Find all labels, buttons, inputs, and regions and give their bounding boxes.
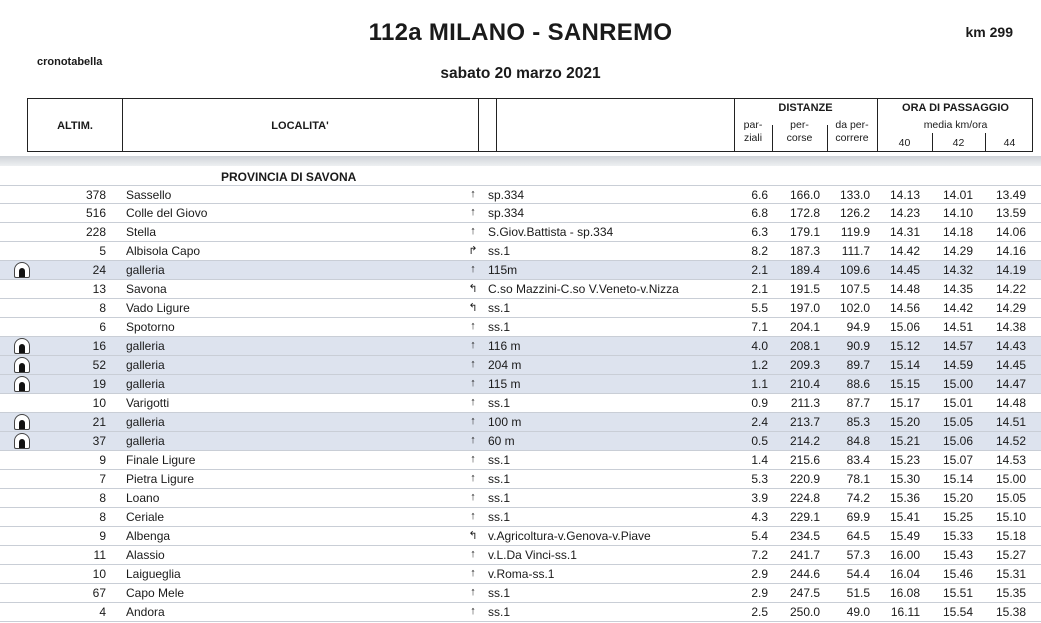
altitude: 378	[85, 188, 106, 202]
altitude: 4	[99, 605, 106, 619]
table-row	[0, 318, 1041, 337]
table-row	[0, 185, 1041, 204]
table-row	[0, 489, 1041, 508]
header-shadow	[0, 156, 1041, 166]
time-44: 14.06	[995, 225, 1026, 239]
covered-km: 209.3	[789, 358, 820, 372]
table-row	[0, 394, 1041, 413]
altitude: 6	[99, 320, 106, 334]
partial-km: 4.0	[751, 339, 768, 353]
covered-km: 211.3	[790, 396, 820, 410]
locality: Capo Mele	[126, 586, 185, 600]
table-row	[0, 603, 1041, 622]
direction-arrow: ↑	[470, 320, 476, 332]
partial-km: 5.5	[751, 301, 768, 315]
time-42: 15.25	[942, 510, 973, 524]
covered-km: 204.1	[789, 320, 820, 334]
time-42: 14.01	[942, 188, 973, 202]
table-row	[0, 508, 1041, 527]
locality: Albenga	[126, 529, 171, 543]
partial-km: 0.9	[751, 396, 768, 410]
partial-km: 2.9	[751, 586, 768, 600]
route-note: sp.334	[488, 206, 525, 220]
col-speed-42: 42	[952, 137, 965, 149]
time-44: 15.38	[995, 605, 1026, 619]
partial-km: 1.1	[751, 377, 768, 391]
time-40: 14.13	[889, 188, 920, 202]
time-42: 14.35	[942, 282, 973, 296]
race-date: sabato 20 marzo 2021	[440, 65, 601, 82]
route-note: ss.1	[488, 396, 511, 410]
locality: Vado Ligure	[126, 301, 190, 315]
route-note: 115 m	[488, 377, 521, 391]
tunnel-icon	[14, 338, 30, 354]
col-dapercorrere-2: correre	[835, 132, 869, 144]
direction-arrow: ↑	[470, 339, 476, 351]
locality: galleria	[126, 377, 165, 391]
time-44: 13.59	[995, 206, 1026, 220]
direction-arrow: ↑	[470, 548, 476, 560]
partial-km: 2.5	[751, 605, 768, 619]
route-note: v.Agricoltura-v.Genova-v.Piave	[488, 529, 651, 543]
locality: Ceriale	[126, 510, 165, 524]
time-42: 15.14	[942, 472, 973, 486]
locality: galleria	[126, 434, 165, 448]
altitude: 67	[92, 586, 106, 600]
altitude: 13	[92, 282, 106, 296]
table-row	[0, 299, 1041, 318]
col-parziali-2: ziali	[743, 132, 763, 144]
time-42: 14.57	[942, 339, 973, 353]
altitude: 11	[93, 548, 106, 562]
time-44: 15.31	[995, 567, 1026, 581]
table-row	[0, 546, 1041, 565]
total-distance: km 299	[965, 24, 1013, 40]
table-row	[0, 565, 1041, 584]
table-row	[0, 584, 1041, 603]
time-44: 14.22	[995, 282, 1026, 296]
time-42: 15.54	[942, 605, 973, 619]
time-44: 15.27	[995, 548, 1026, 562]
route-note: ss.1	[488, 244, 511, 258]
remaining-km: 102.0	[839, 301, 870, 315]
time-42: 15.43	[942, 548, 973, 562]
locality: Colle del Giovo	[126, 206, 208, 220]
time-44: 15.10	[995, 510, 1026, 524]
time-44: 14.51	[995, 415, 1026, 429]
time-40: 15.14	[889, 358, 920, 372]
locality: Sassello	[126, 188, 172, 202]
direction-arrow: ↑	[470, 415, 476, 427]
route-note: ss.1	[488, 491, 511, 505]
tunnel-icon	[14, 357, 30, 373]
route-note: 60 m	[488, 434, 515, 448]
direction-arrow: ↑	[470, 377, 476, 389]
table-row	[0, 242, 1041, 261]
partial-km: 6.6	[751, 188, 768, 202]
altitude: 8	[99, 301, 106, 315]
time-44: 14.48	[995, 396, 1026, 410]
partial-km: 7.2	[751, 548, 768, 562]
covered-km: 187.3	[789, 244, 820, 258]
table-row	[0, 527, 1041, 546]
altitude: 10	[92, 396, 106, 410]
time-44: 14.16	[995, 244, 1026, 258]
locality: Stella	[126, 225, 157, 239]
altitude: 516	[85, 206, 106, 220]
timetable-rows	[0, 185, 1041, 622]
col-media: media km/ora	[923, 119, 988, 131]
route-note: ss.1	[488, 510, 511, 524]
covered-km: 224.8	[789, 491, 820, 505]
direction-arrow: ↰	[468, 302, 478, 314]
partial-km: 6.8	[751, 206, 768, 220]
direction-arrow: ↰	[468, 283, 478, 295]
altitude: 7	[99, 472, 106, 486]
direction-arrow: ↑	[470, 491, 476, 503]
time-42: 14.42	[942, 301, 973, 315]
covered-km: 210.4	[789, 377, 820, 391]
covered-km: 197.0	[789, 301, 820, 315]
remaining-km: 74.2	[846, 491, 870, 505]
locality: Spotorno	[126, 320, 175, 334]
remaining-km: 109.6	[839, 263, 870, 277]
time-42: 15.00	[942, 377, 973, 391]
time-44: 15.35	[995, 586, 1026, 600]
time-44: 14.45	[995, 358, 1026, 372]
table-header	[27, 98, 1033, 152]
remaining-km: 133.0	[839, 188, 870, 202]
time-42: 14.59	[942, 358, 973, 372]
direction-arrow: ↑	[470, 605, 476, 617]
partial-km: 6.3	[751, 225, 768, 239]
time-42: 15.20	[942, 491, 973, 505]
tunnel-icon	[14, 414, 30, 430]
direction-arrow: ↑	[470, 358, 476, 370]
time-40: 15.21	[889, 434, 920, 448]
col-speed-40: 40	[898, 137, 911, 149]
direction-arrow: ↑	[470, 206, 476, 218]
remaining-km: 126.2	[839, 206, 870, 220]
partial-km: 1.2	[751, 358, 768, 372]
covered-km: 172.8	[789, 206, 820, 220]
altitude: 24	[92, 263, 106, 277]
time-44: 14.38	[995, 320, 1026, 334]
table-row	[0, 223, 1041, 242]
partial-km: 0.5	[751, 434, 768, 448]
remaining-km: 107.5	[839, 282, 870, 296]
altitude: 52	[92, 358, 106, 372]
table-row	[0, 451, 1041, 470]
time-40: 14.45	[889, 263, 920, 277]
direction-arrow: ↑	[470, 510, 476, 522]
time-42: 15.05	[942, 415, 973, 429]
table-row	[0, 337, 1041, 356]
time-44: 15.05	[995, 491, 1026, 505]
table-row	[0, 432, 1041, 451]
time-44: 15.18	[995, 529, 1026, 543]
tunnel-icon	[14, 262, 30, 278]
remaining-km: 51.5	[846, 586, 870, 600]
route-note: ss.1	[488, 320, 511, 334]
remaining-km: 119.9	[840, 225, 870, 239]
col-localita: LOCALITA'	[271, 120, 329, 132]
tunnel-icon	[14, 376, 30, 392]
time-42: 15.33	[942, 529, 973, 543]
col-dapercorrere-1: da per-	[835, 119, 869, 131]
time-40: 16.08	[889, 586, 920, 600]
time-42: 14.29	[942, 244, 973, 258]
time-44: 14.29	[995, 301, 1026, 315]
direction-arrow: ↑	[470, 434, 476, 446]
covered-km: 220.9	[789, 472, 820, 486]
partial-km: 5.4	[751, 529, 768, 543]
time-44: 13.49	[995, 188, 1026, 202]
locality: Varigotti	[126, 396, 170, 410]
time-44: 14.52	[995, 434, 1026, 448]
col-parziali-1: par-	[743, 119, 763, 131]
locality: Albisola Capo	[126, 244, 201, 258]
table-row	[0, 375, 1041, 394]
route-note: 204 m	[488, 358, 522, 372]
time-40: 15.36	[889, 491, 920, 505]
col-speed-44: 44	[1003, 137, 1016, 149]
route-note: ss.1	[488, 301, 511, 315]
altitude: 5	[99, 244, 106, 258]
time-42: 14.10	[942, 206, 973, 220]
remaining-km: 88.6	[846, 377, 870, 391]
partial-km: 2.4	[751, 415, 768, 429]
altitude: 9	[99, 453, 106, 467]
tunnel-icon	[14, 433, 30, 449]
remaining-km: 84.8	[846, 434, 870, 448]
table-row	[0, 470, 1041, 489]
time-44: 14.19	[995, 263, 1026, 277]
locality: Finale Ligure	[126, 453, 196, 467]
remaining-km: 57.3	[846, 548, 870, 562]
route-note: 100 m	[488, 415, 522, 429]
time-42: 15.06	[942, 434, 973, 448]
time-40: 15.20	[889, 415, 920, 429]
route-note: ss.1	[488, 586, 511, 600]
remaining-km: 49.0	[846, 605, 870, 619]
direction-arrow: ↑	[470, 263, 476, 275]
covered-km: 213.7	[789, 415, 820, 429]
route-note: ss.1	[488, 453, 511, 467]
locality: Pietra Ligure	[126, 472, 195, 486]
partial-km: 3.9	[751, 491, 768, 505]
remaining-km: 87.7	[846, 396, 870, 410]
covered-km: 214.2	[789, 434, 820, 448]
page-title: 112a MILANO - SANREMO	[368, 19, 673, 46]
time-42: 15.01	[942, 396, 973, 410]
remaining-km: 94.9	[846, 320, 870, 334]
time-40: 14.23	[889, 206, 920, 220]
altitude: 10	[92, 567, 106, 581]
direction-arrow: ↑	[470, 567, 476, 579]
partial-km: 8.2	[751, 244, 768, 258]
locality: galleria	[126, 415, 165, 429]
remaining-km: 78.1	[846, 472, 870, 486]
covered-km: 215.6	[789, 453, 820, 467]
locality: galleria	[126, 263, 165, 277]
time-40: 15.41	[889, 510, 920, 524]
route-note: v.L.Da Vinci-ss.1	[488, 548, 577, 562]
direction-arrow: ↑	[470, 586, 476, 598]
partial-km: 7.1	[751, 320, 768, 334]
time-42: 14.51	[942, 320, 973, 334]
altitude: 21	[92, 415, 106, 429]
route-note: sp.334	[488, 188, 525, 202]
locality: Laigueglia	[126, 567, 181, 581]
partial-km: 2.1	[751, 282, 768, 296]
locality: Savona	[126, 282, 167, 296]
covered-km: 241.7	[789, 548, 820, 562]
col-percorse-2: corse	[786, 132, 813, 144]
col-distanze: DISTANZE	[778, 102, 833, 114]
time-40: 16.00	[889, 548, 920, 562]
remaining-km: 83.4	[846, 453, 870, 467]
time-44: 14.47	[995, 377, 1026, 391]
table-row	[0, 280, 1041, 299]
table-row	[0, 356, 1041, 375]
altitude: 9	[99, 529, 106, 543]
time-40: 15.12	[889, 339, 920, 353]
time-40: 15.06	[889, 320, 920, 334]
remaining-km: 69.9	[846, 510, 870, 524]
altitude: 228	[85, 225, 106, 239]
time-40: 15.49	[889, 529, 920, 543]
time-40: 14.42	[889, 244, 920, 258]
direction-arrow: ↑	[470, 453, 476, 465]
route-note: ss.1	[488, 472, 511, 486]
covered-km: 189.4	[789, 263, 820, 277]
route-note: S.Giov.Battista - sp.334	[488, 225, 614, 239]
remaining-km: 64.5	[846, 529, 870, 543]
table-row	[0, 413, 1041, 432]
partial-km: 1.4	[751, 453, 768, 467]
altitude: 37	[92, 434, 106, 448]
time-42: 14.32	[942, 263, 973, 277]
col-percorse-1: per-	[790, 119, 809, 131]
time-40: 15.23	[889, 453, 920, 467]
time-42: 14.18	[942, 225, 973, 239]
direction-arrow: ↑	[470, 472, 476, 484]
time-40: 14.48	[889, 282, 920, 296]
covered-km: 229.1	[789, 510, 820, 524]
time-40: 16.11	[890, 605, 920, 619]
partial-km: 2.1	[751, 263, 768, 277]
time-44: 14.53	[995, 453, 1026, 467]
table-row	[0, 261, 1041, 280]
time-44: 14.43	[995, 339, 1026, 353]
document-subtitle: cronotabella	[37, 56, 103, 68]
covered-km: 250.0	[789, 605, 820, 619]
remaining-km: 90.9	[846, 339, 870, 353]
direction-arrow: ↰	[468, 530, 478, 542]
timetable	[0, 170, 1041, 622]
covered-km: 166.0	[789, 188, 820, 202]
time-42: 15.51	[942, 586, 973, 600]
route-note: 115m	[488, 263, 518, 277]
locality: Andora	[126, 605, 165, 619]
route-note: v.Roma-ss.1	[488, 567, 555, 581]
altitude: 8	[99, 510, 106, 524]
time-42: 15.46	[942, 567, 973, 581]
locality: Alassio	[126, 548, 165, 562]
altitude: 19	[92, 377, 106, 391]
covered-km: 208.1	[789, 339, 820, 353]
direction-arrow: ↑	[470, 396, 476, 408]
locality: galleria	[126, 358, 165, 372]
direction-arrow: ↑	[470, 188, 476, 200]
time-44: 15.00	[995, 472, 1026, 486]
covered-km: 191.5	[789, 282, 820, 296]
altitude: 8	[99, 491, 106, 505]
partial-km: 2.9	[751, 567, 768, 581]
time-40: 14.56	[889, 301, 920, 315]
time-40: 16.04	[889, 567, 920, 581]
route-note: ss.1	[488, 605, 511, 619]
time-40: 14.31	[889, 225, 920, 239]
time-42: 15.07	[942, 453, 973, 467]
route-note: 116 m	[488, 339, 521, 353]
remaining-km: 111.7	[841, 244, 870, 258]
col-ora-passaggio: ORA DI PASSAGGIO	[902, 102, 1009, 114]
altitude: 16	[92, 339, 106, 353]
time-40: 15.30	[889, 472, 920, 486]
locality: galleria	[126, 339, 165, 353]
covered-km: 179.1	[789, 225, 820, 239]
direction-arrow: ↱	[468, 245, 478, 257]
remaining-km: 89.7	[846, 358, 870, 372]
col-altim: ALTIM.	[57, 120, 93, 132]
partial-km: 4.3	[751, 510, 768, 524]
partial-km: 5.3	[751, 472, 768, 486]
time-40: 15.17	[889, 396, 920, 410]
remaining-km: 85.3	[846, 415, 870, 429]
covered-km: 234.5	[789, 529, 820, 543]
route-note: C.so Mazzini-C.so V.Veneto-v.Nizza	[488, 282, 679, 296]
direction-arrow: ↑	[470, 225, 476, 237]
time-40: 15.15	[889, 377, 920, 391]
covered-km: 244.6	[789, 567, 820, 581]
covered-km: 247.5	[789, 586, 820, 600]
section-heading: PROVINCIA DI SAVONA	[221, 170, 357, 184]
locality: Loano	[126, 491, 160, 505]
remaining-km: 54.4	[846, 567, 870, 581]
table-row	[0, 204, 1041, 223]
